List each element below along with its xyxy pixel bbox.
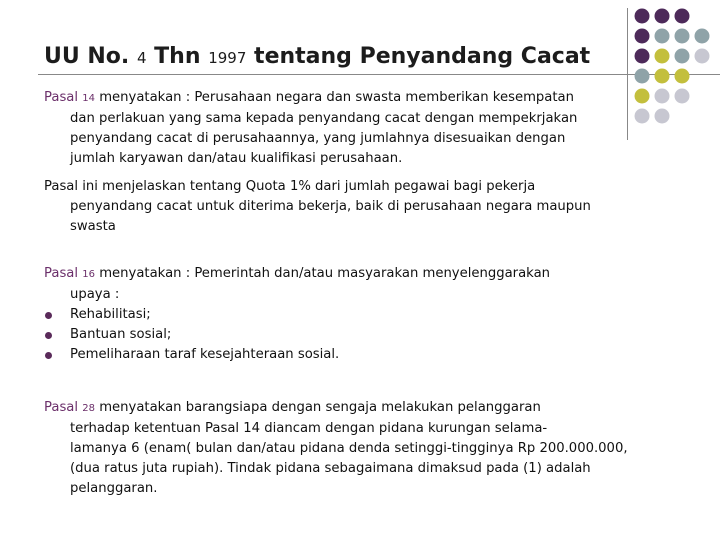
list-item: Rehabilitasi; bbox=[44, 305, 674, 325]
decorative-dot bbox=[655, 69, 670, 84]
decorative-dot bbox=[675, 49, 690, 64]
decorative-dot bbox=[635, 9, 650, 24]
decorative-dot bbox=[675, 69, 690, 84]
decorative-dot bbox=[635, 29, 650, 44]
pasal-keyword: Pasal bbox=[44, 90, 79, 105]
list-item: Pemeliharaan taraf kesejahteraan sosial. bbox=[44, 345, 674, 365]
bullet-icon bbox=[45, 332, 52, 339]
list-item: Bantuan sosial; bbox=[44, 325, 674, 345]
decorative-dot bbox=[655, 49, 670, 64]
page-title: UU No. 4 Thn 1997 tentang Penyandang Cacat bbox=[44, 44, 591, 69]
pasal-keyword: Pasal bbox=[44, 266, 79, 281]
decorative-dot bbox=[695, 29, 710, 44]
decorative-dot bbox=[675, 29, 690, 44]
decorative-dot bbox=[695, 49, 710, 64]
decorative-dot bbox=[675, 89, 690, 104]
decorative-dot bbox=[635, 49, 650, 64]
paragraph-pasal-16: Pasal 16 menyatakan : Pemerintah dan/atau masyarakan menyelenggarakan upaya : Rehabilitasi; Bantuan sosial; Pemeliharaan taraf kesejahteraan sosial. bbox=[44, 264, 674, 365]
paragraph-quota: Pasal ini menjelaskan tentang Quota 1% dari jumlah pegawai bagi pekerja penyandang cacat untuk diterima bekerja, baik di perusahaan negara maupun swasta bbox=[44, 179, 591, 234]
paragraph-pasal-14: Pasal 14 menyatakan : Perusahaan negara dan swasta memberikan kesempatan dan perlakuan yang sama kepada penyandang cacat dengan mempekrjakan penyandang cacat di perusahaannya, yang jumlahnya disesuaikan dengan jumlah karyawan dan/atau kualifikasi perusahaan. bbox=[44, 90, 578, 166]
decorative-dot bbox=[655, 29, 670, 44]
decorative-dot bbox=[655, 9, 670, 24]
pasal-keyword: Pasal bbox=[44, 400, 79, 415]
bullet-icon bbox=[45, 352, 52, 359]
paragraph-pasal-28: Pasal 28 menyatakan barangsiapa dengan sengaja melakukan pelanggaran terhadap ketentuan Pasal 14 diancam dengan pidana kurungan selama- lamanya 6 (enam( bulan dan/atau pidana denda setinggi-tingginya Rp 200.000.000, (dua ratus juta rupiah). Tindak pidana sebagaimana dimaksud pada (1) adalah pelanggaran. bbox=[44, 400, 628, 496]
bullet-icon bbox=[45, 312, 52, 319]
decorative-dot bbox=[675, 9, 690, 24]
decorative-dot bbox=[635, 69, 650, 84]
divider-horizontal bbox=[38, 74, 720, 75]
